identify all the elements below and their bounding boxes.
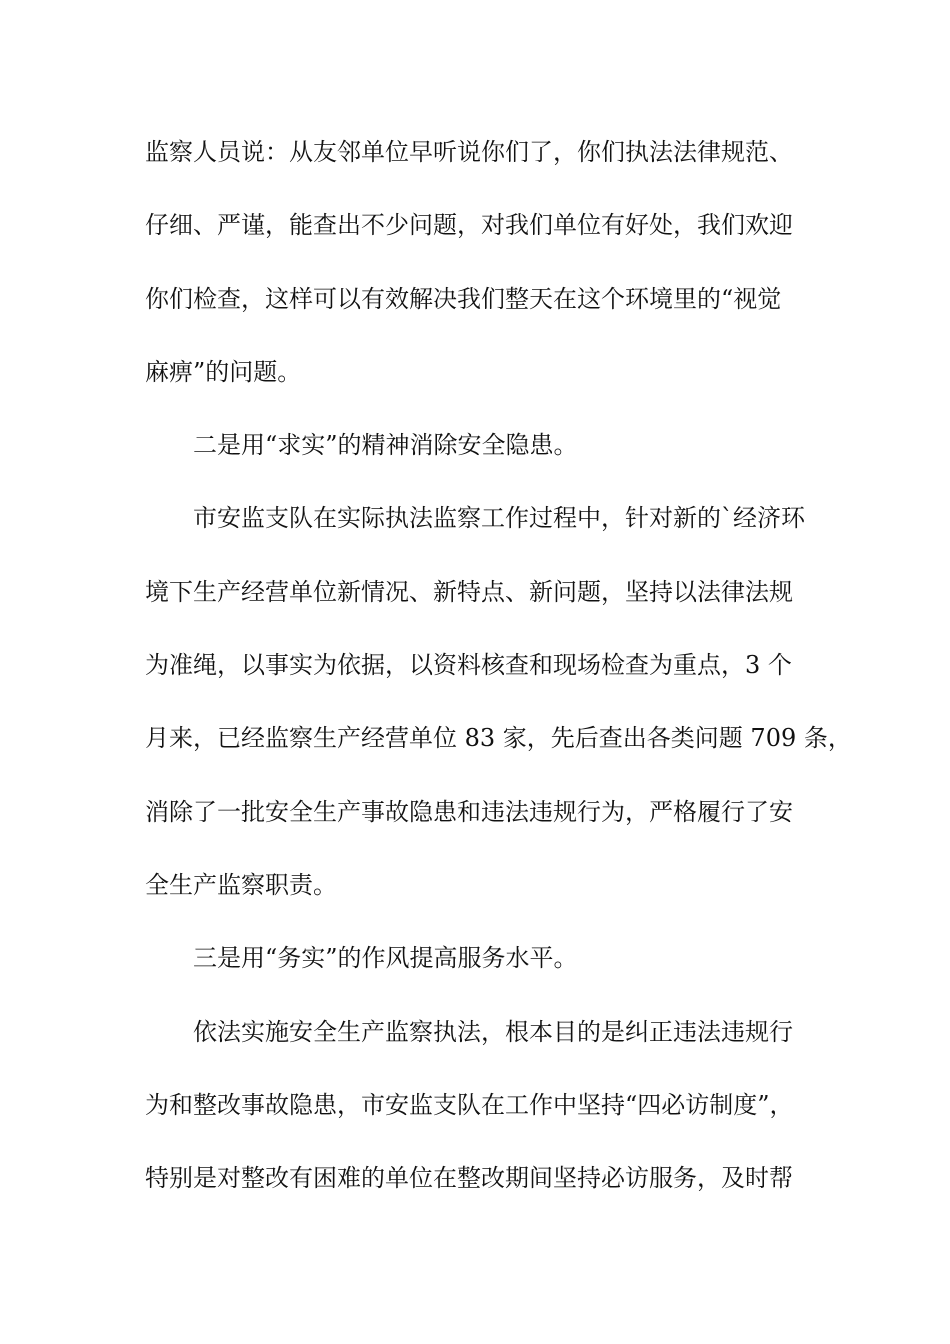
text-line: 特别是对整改有困难的单位在整改期间坚持必访服务，及时帮 <box>145 1164 793 1193</box>
text-line: 境下生产经营单位新情况、新特点、新问题，坚持以法律法规 <box>145 577 793 606</box>
text-line: 仔细、严谨，能查出不少问题，对我们单位有好处，我们欢迎 <box>145 211 793 240</box>
section-heading: 三是用“务实”的作风提高服务水平。 <box>193 944 578 973</box>
text-line: 全生产监察职责。 <box>145 870 337 899</box>
text-line: 依法实施安全生产监察执法，根本目的是纠正违法违规行 <box>193 1017 793 1046</box>
text-line: 麻痹”的问题。 <box>145 357 302 386</box>
text-line: 为和整改事故隐患，市安监支队在工作中坚持“四必访制度”， <box>145 1090 794 1119</box>
text-line: 月来，已经监察生产经营单位 83 家，先后查出各类问题 709 条， <box>145 724 852 753</box>
text-line: 监察人员说：从友邻单位早听说你们了，你们执法法律规范、 <box>145 138 793 166</box>
text-line: 消除了一批安全生产事故隐患和违法违规行为，严格履行了安 <box>145 797 793 826</box>
text-line: 你们检查，这样可以有效解决我们整天在这个环境里的“视觉 <box>145 284 782 313</box>
section-heading: 二是用“求实”的精神消除安全隐患。 <box>193 431 578 460</box>
text-line: 为准绳，以事实为依据，以资料核查和现场检查为重点，3 个 <box>145 651 792 680</box>
text-line: 市安监支队在实际执法监察工作过程中，针对新的`经济环 <box>193 504 805 533</box>
document-body <box>145 124 852 1223</box>
